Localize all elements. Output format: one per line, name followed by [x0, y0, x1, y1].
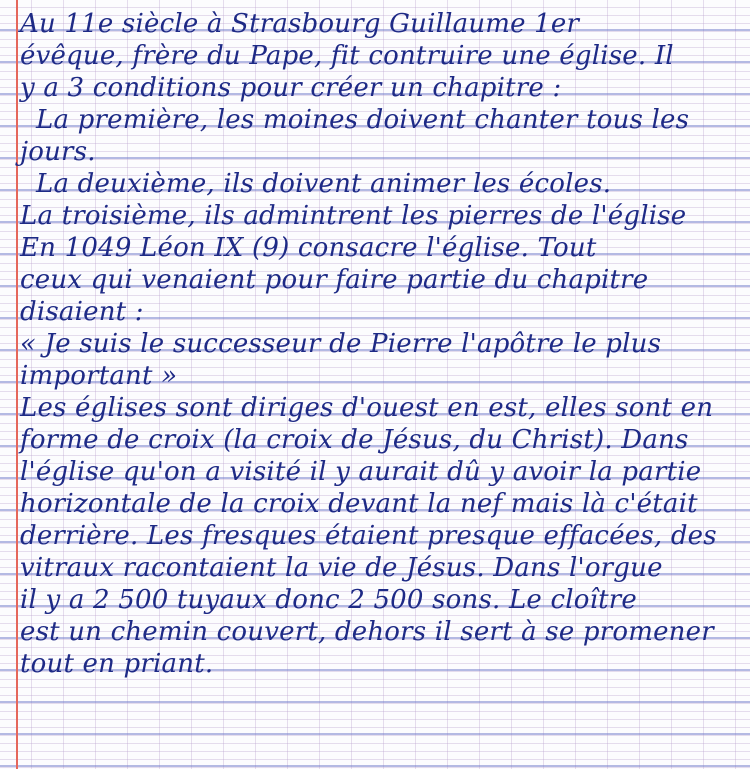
text-line: y a 3 conditions pour créer un chapitre : — [20, 73, 562, 103]
text-line: évêque, frère du Pape, fit contruire une église. Il — [20, 41, 674, 71]
text-line: est un chemin couvert, dehors il sert à se promener — [20, 617, 714, 647]
text-line: forme de croix (la croix de Jésus, du Christ). Dans — [20, 425, 689, 455]
text-line: vitraux racontaient la vie de Jésus. Dans l'orgue — [20, 553, 663, 583]
text-line: tout en priant. — [20, 649, 214, 679]
handwritten-text — [20, 8, 750, 680]
text-line: disaient : — [20, 297, 144, 327]
text-line: il y a 2 500 tuyaux donc 2 500 sons. Le cloître — [20, 585, 637, 615]
text-line: La première, les moines doivent chanter tous les — [36, 105, 690, 135]
text-line: ceux qui venaient pour faire partie du chapitre — [20, 265, 649, 295]
text-line: La troisième, ils admintrent les pierres de l'église — [20, 201, 687, 231]
text-line: derrière. Les fresques étaient presque effacées, des — [20, 521, 717, 551]
text-line: l'église qu'on a visité il y aurait dû y avoir la partie — [20, 457, 702, 487]
text-line: La deuxième, ils doivent animer les écoles. — [36, 169, 612, 199]
text-line: Au 11e siècle à Strasbourg Guillaume 1er — [20, 9, 580, 39]
text-line: horizontale de la croix devant la nef mais là c'était — [20, 489, 698, 519]
text-line: jours. — [20, 137, 96, 167]
text-line: « Je suis le successeur de Pierre l'apôtre le plus — [20, 329, 662, 359]
text-line: En 1049 Léon IX (9) consacre l'église. Tout — [20, 233, 597, 263]
text-line: important » — [20, 361, 178, 391]
margin-line — [16, 0, 18, 769]
text-line: Les églises sont diriges d'ouest en est, elles sont en — [20, 393, 714, 423]
